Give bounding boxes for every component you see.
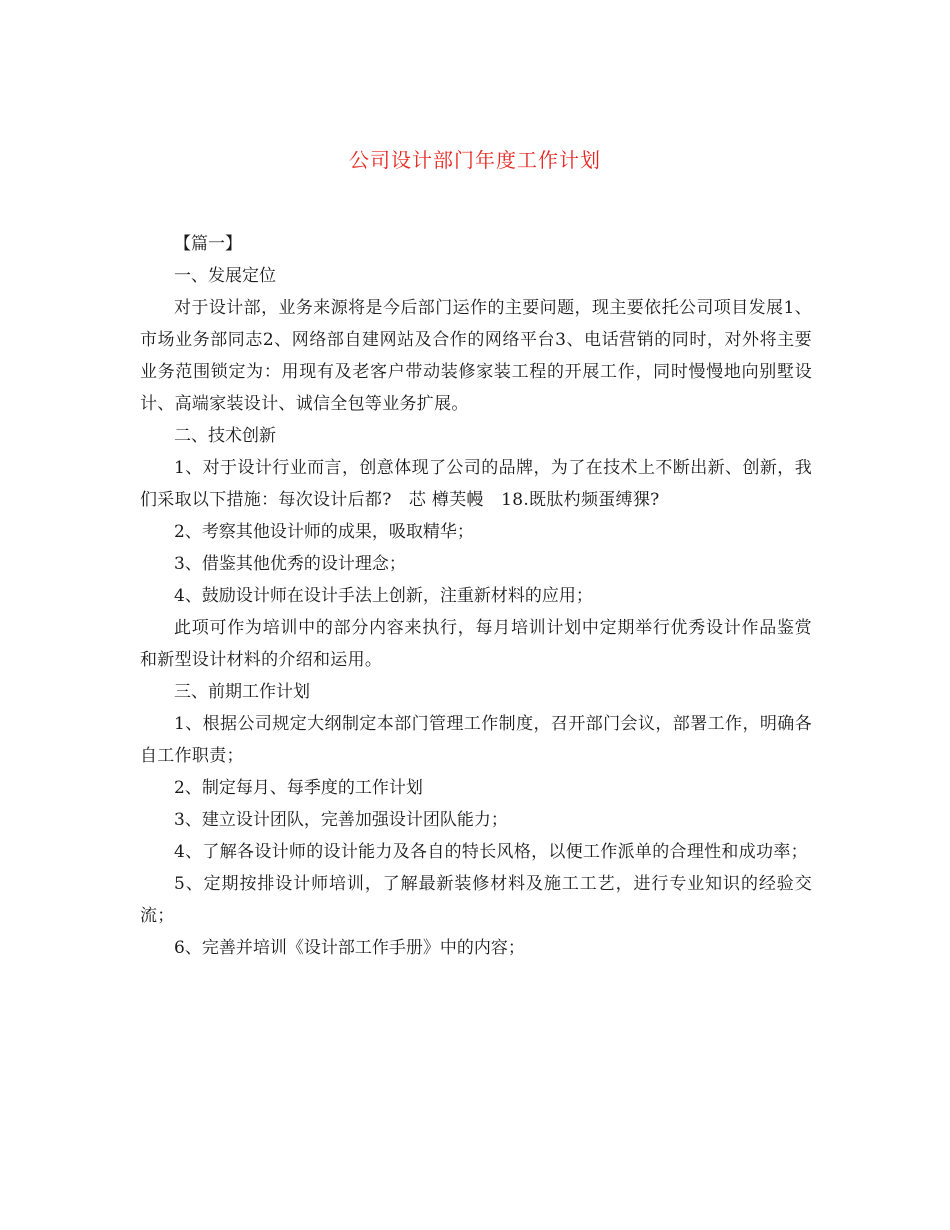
list-item: 3、借鉴其他优秀的设计理念； [174,554,406,574]
section-heading: 二、技术创新 [174,426,276,446]
section-heading: 三、前期工作计划 [174,682,310,702]
list-item: 3、建立设计团队，完善加强设计团队能力； [174,810,508,830]
list-item: 4、了解各设计师的设计能力及各自的特长风格，以便工作派单的合理性和成功率； [174,842,808,862]
list-item: 5、定期按排设计师培训，了解最新装修材料及施工工艺，进行专业知识的经验交流； [140,874,812,926]
paragraph: 对于设计部，业务来源将是今后部门运作的主要问题，现主要依托公司项目发展1、市场业务部同志2、网络部自建网站及合作的网络平台3、电话营销的同时，对外将主要业务范围锁定为：用现有及老客户带动装修家装工程的开展工作，同时慢慢地向别墅设计、高端家装设计、诚信全包等业务扩展。 [140,298,812,414]
section-marker: 【篇一】 [174,234,242,254]
document-body [140,228,812,964]
paragraph: 1、对于设计行业而言，创意体现了公司的品牌，为了在技术上不断出新、创新，我们采取以下措施：每次设计后都? 芯 樽芙幔 18.既肽杓频蛋缚猓? [140,458,812,510]
list-item: 2、考察其他设计师的成果，吸取精华； [174,522,474,542]
paragraph: 此项可作为培训中的部分内容来执行，每月培训计划中定期举行优秀设计作品鉴赏和新型设计材料的介绍和运用。 [140,618,812,670]
section-heading: 一、发展定位 [174,266,276,286]
list-item: 6、完善并培训《设计部工作手册》中的内容； [174,938,525,958]
list-item: 1、根据公司规定大纲制定本部门管理工作制度，召开部门会议，部署工作，明确各自工作职责； [140,714,812,766]
page-title: 公司设计部门年度工作计划 [349,148,601,172]
list-item: 4、鼓励设计师在设计手法上创新，注重新材料的应用； [174,586,593,606]
list-item: 2、制定每月、每季度的工作计划 [174,778,423,798]
